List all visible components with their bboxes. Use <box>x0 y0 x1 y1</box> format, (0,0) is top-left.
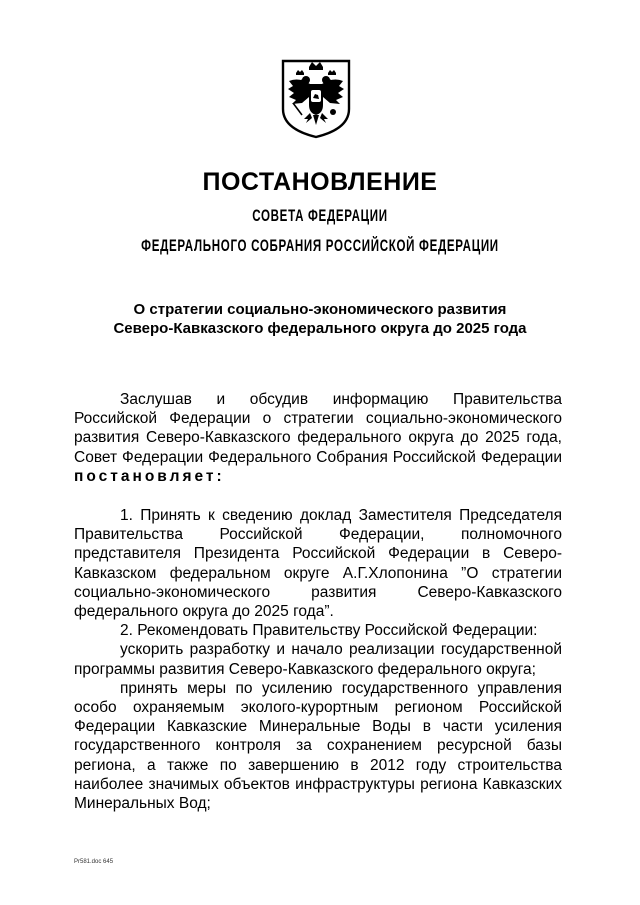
coat-of-arms-icon <box>269 57 363 139</box>
subject-line-1: О стратегии социально-экономического развития <box>133 301 507 318</box>
decree-word: постановляет: <box>74 467 225 485</box>
preamble-paragraph <box>74 390 562 486</box>
document-subject <box>0 300 640 338</box>
item-2: 2. Рекомендовать Правительству Российской Федерации: <box>120 622 538 640</box>
item-2b: принять меры по усилению государственного управления особо охраняемым эколого-курортным регионом Российской Федерации Кавказские Минеральные Воды в части усиления государственного контроля за сохранением ресурсной базы региона, а также по завершению в 2012 году строительства наиболее значимых объектов инфраструктуры региона Кавказских Минеральных Вод; <box>74 679 562 813</box>
preamble <box>74 390 562 486</box>
preamble-text: Заслушав и обсудив информацию Правительства Российской Федерации о стратегии социально-экономического развития Северо-Кавказского федерального округа до 2025 года, Совет Федерации Федерального Собрания Российской Федерации <box>74 391 562 466</box>
issuer-line-2: ФЕДЕРАЛЬНОГО СОБРАНИЯ РОССИЙСКОЙ ФЕДЕРАЦИИ <box>141 236 499 255</box>
item-1: 1. Принять к сведению доклад Заместителя Председателя Правительства Российской Федерации, полномочного представителя Президента Российской Федерации в Северо-Кавказском федеральном округе А.Г.Хлопонина ”О стратегии социально-экономического развития Северо-Кавказского федерального округа до 2025 года”. <box>74 507 562 621</box>
issuer-line-1: СОВЕТА ФЕДЕРАЦИИ <box>252 206 388 225</box>
item-2a: ускорить разработку и начало реализации государственной программы развития Северо-Кавказского федерального округа; <box>74 641 562 678</box>
document-title: ПОСТАНОВЛЕНИЕ <box>202 168 438 196</box>
resolution-items <box>74 506 562 813</box>
subject-line-2: Северо-Кавказского федерального округа до 2025 года <box>113 320 527 337</box>
document-code: Pr581.doc 645 <box>74 859 114 865</box>
